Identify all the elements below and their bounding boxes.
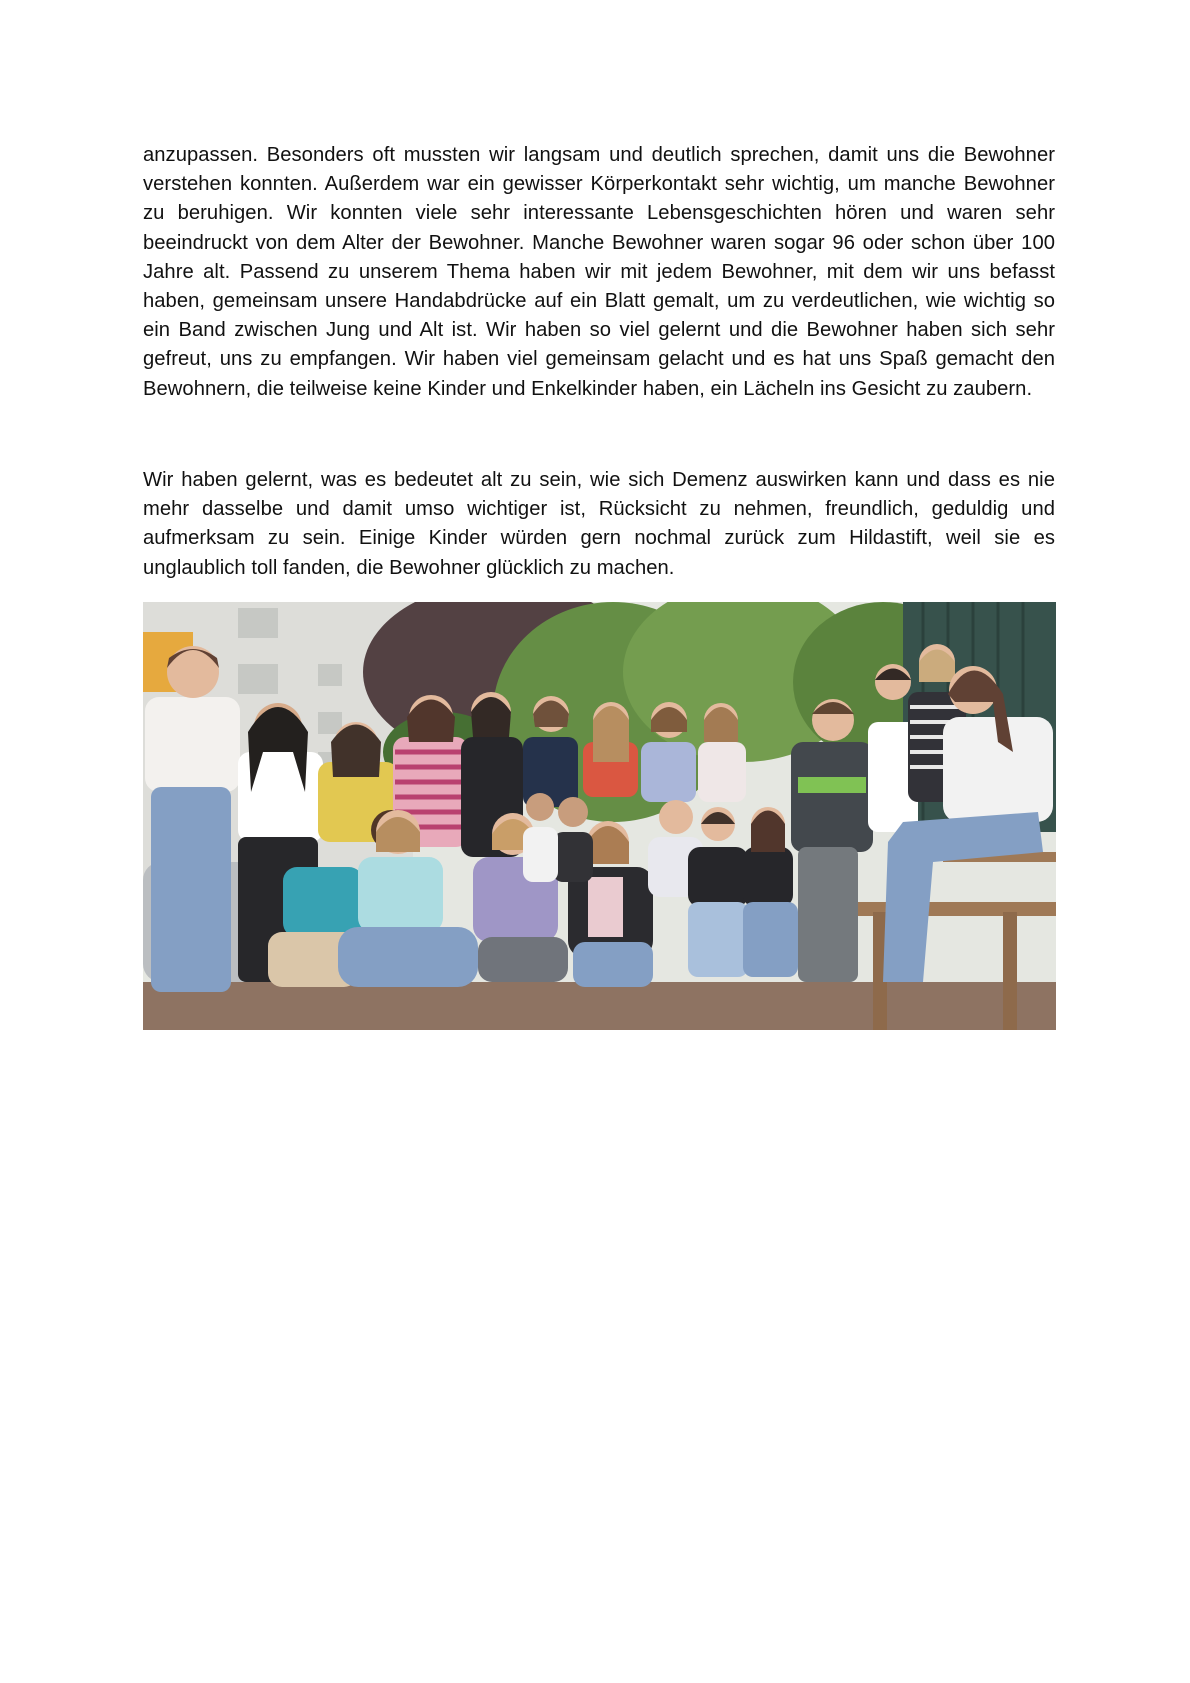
paragraph-1: anzupassen. Besonders oft mussten wir langsam und deutlich sprechen, damit uns die Bewohner verstehen konnten. Außerdem war ein gewisser Körperkontakt sehr wichtig, um manche Bewohner zu beruhigen. Wir konnten viele sehr interessante Lebensgeschichten hören und waren sehr beeindruckt von dem Alter der Bewohner. Manche Bewohner waren sogar 96 oder schon über 100 Jahre alt. Passend zu unserem Thema haben wir mit jedem Bewohner, mit dem wir uns befasst haben, gemeinsam unsere Handabdrücke auf ein Blatt gemalt, um zu verdeutlichen, wie wichtig so ein Band zwischen Jung und Alt ist. Wir haben so viel gelernt und die Bewohner haben sich sehr gefreut, uns zu empfangen. Wir haben viel gemeinsam gelacht und es hat uns Spaß gemacht den Bewohnern, die teilweise keine Kinder und Enkelkinder haben, ein Lächeln ins Gesicht zu zaubern.: [143, 144, 1055, 400]
paragraph-2: Wir haben gelernt, was es bedeutet alt zu sein, wie sich Demenz auswirken kann und dass es nie mehr dasselbe und damit umso wichtiger ist, Rücksicht zu nehmen, freundlich, geduldig und aufmerksam zu sein. Einige Kinder würden gern nochmal zurück zum Hildastift, weil sie es unglaublich toll fanden, die Bewohner glücklich zu machen.: [143, 469, 1055, 579]
group-photo: [143, 602, 1056, 1030]
group-photo-icon: [143, 602, 1056, 1030]
